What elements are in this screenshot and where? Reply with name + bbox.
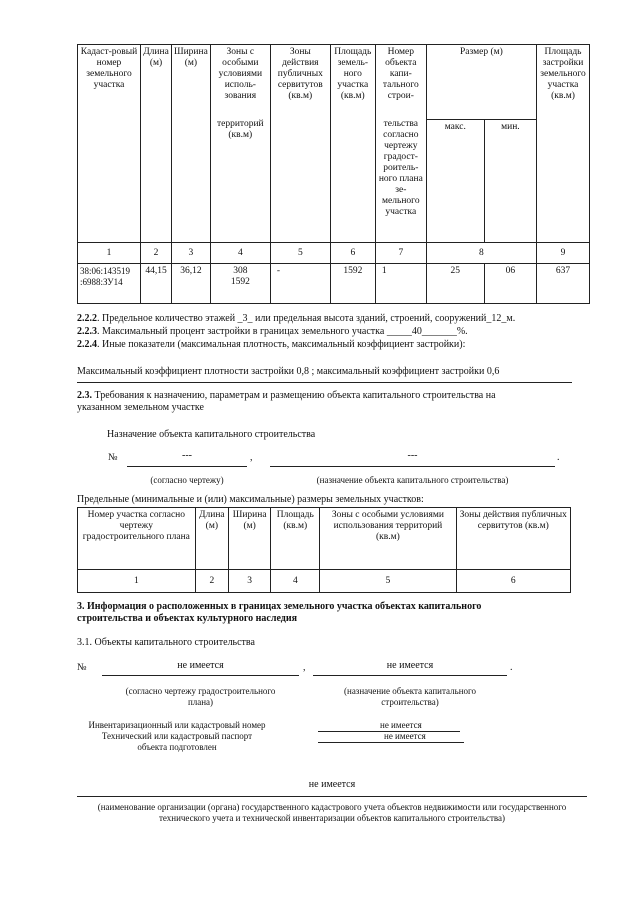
para-2-2-2 <box>77 313 515 325</box>
col-number: 6 <box>456 570 570 593</box>
underline <box>77 796 587 797</box>
inventory-value-1: не имеется <box>380 720 422 730</box>
section-3-1: 3.1. Объекты капитального строительства <box>77 637 255 648</box>
header-width: Ширина (м) <box>229 508 271 570</box>
cell-zones <box>210 264 270 304</box>
coefficients-line: Максимальный коэффициент плотности застройки 0,8 ; максимальный коэффициент застройки 0,6 <box>77 366 500 377</box>
divider <box>77 382 572 383</box>
col-number: 5 <box>320 570 456 593</box>
objects-caption-2a: (назначение объекта капитального <box>344 686 476 696</box>
cell-zones-a: 308 <box>233 266 248 276</box>
section-2-3-num: 2.3. <box>77 390 92 401</box>
col-number: 8 <box>426 243 536 264</box>
col-number: 4 <box>210 243 270 264</box>
header-zones-top: Зоны с особыми условиями исполь-зования <box>218 47 263 101</box>
col-number: 9 <box>537 243 590 264</box>
col-number: 7 <box>375 243 426 264</box>
objects-caption-2b: строительства) <box>381 697 439 707</box>
cell-length: 44,15 <box>141 264 172 304</box>
inventory-label-3: объекта подготовлен <box>137 742 217 752</box>
purpose-caption-1: (согласно чертежу) <box>150 475 224 485</box>
cell-max: 25 <box>426 264 484 304</box>
header-area: Площадь (кв.м) <box>271 508 320 570</box>
cell-area: 1592 <box>330 264 375 304</box>
para-2-2-2-num: 2.2.2 <box>77 313 97 324</box>
col-number: 6 <box>330 243 375 264</box>
header-size: Размер (м) <box>426 45 536 120</box>
objects-dot: . <box>510 662 513 673</box>
underline <box>318 742 464 743</box>
header-min: мин. <box>484 120 536 243</box>
objects-caption-1a: (согласно чертежу градостроительного <box>125 686 276 696</box>
header-zones-bottom: территорий (кв.м) <box>216 119 264 140</box>
header-servitude: Зоны действия публичных сервитутов (кв.м) <box>456 508 570 570</box>
header-max: макс. <box>426 120 484 243</box>
header-servitude: Зоны действия публичных сервитутов (кв.м) <box>270 45 330 243</box>
header-object <box>375 45 426 243</box>
section-2-3-line2: указанном земельном участке <box>77 402 204 413</box>
purpose-value-2: --- <box>407 450 418 461</box>
col-number: 2 <box>195 570 228 593</box>
header-plot-number: Номер участка согласно чертежу градостроительного плана <box>78 508 196 570</box>
para-2-2-4-num: 2.2.4 <box>77 339 97 350</box>
para-2-2-4 <box>77 339 465 351</box>
limits-table <box>77 507 571 593</box>
org-value: не имеется <box>308 779 356 790</box>
cell-zones-b: 1592 <box>230 277 250 287</box>
purpose-comma: , <box>250 452 253 463</box>
objects-number-sign: № <box>77 662 87 673</box>
inventory-label-1: Инвентаризационный или кадастровый номер <box>88 720 266 730</box>
header-area: Площадь земель-ного участка (кв.м) <box>330 45 375 243</box>
col-number: 3 <box>229 570 271 593</box>
para-2-2-3-text: . Максимальный процент застройки в границах земельного участка _____40_______%. <box>97 326 468 337</box>
underline <box>313 675 507 676</box>
cell-object: 1 <box>375 264 426 304</box>
header-cadastral: Кадаст-ровый номер земельного участка <box>78 45 141 243</box>
para-2-2-2-text: . Предельное количество этажей _3_ или предельная высота зданий, строений, сооружений_12_м. <box>97 313 516 324</box>
limits-title: Предельные (минимальные и (или) максимальные) размеры земельных участков: <box>77 494 424 505</box>
header-zones: Зоны с особыми условиями использования территорий (кв.м) <box>320 508 456 570</box>
org-caption-1: (наименование организации (органа) государственного кадастрового учета объектов недвижимости или государственного <box>97 802 567 812</box>
col-number: 1 <box>78 243 141 264</box>
section-2-3-line1: Требования к назначению, параметрам и размещению объекта капитального строительства на <box>92 390 496 401</box>
col-number: 2 <box>141 243 172 264</box>
cell-build-area: 637 <box>537 264 590 304</box>
org-caption-2: технического учета и технической инвентаризации объектов капитального строительства) <box>158 813 506 823</box>
section-2-3 <box>77 390 572 414</box>
purpose-title: Назначение объекта капитального строительства <box>107 429 316 440</box>
purpose-dot: . <box>557 452 560 463</box>
cell-width: 36,12 <box>172 264 211 304</box>
objects-value-1: не имеется <box>177 660 224 671</box>
purpose-number-sign: № <box>108 452 118 463</box>
header-object-top: Номер объекта капи-тального строи- <box>382 47 419 101</box>
objects-caption-1b: плана) <box>187 697 214 707</box>
table-row <box>78 264 590 304</box>
section-3-line2: строительства и объектах культурного наследия <box>77 613 298 624</box>
cell-min: 06 <box>484 264 536 304</box>
para-2-2-4-text: . Иные показатели (максимальная плотность, максимальный коэффициент застройки): <box>97 339 466 350</box>
inventory-value-2: не имеется <box>384 731 426 741</box>
cell-servitude: - <box>270 264 330 304</box>
header-object-bottom: тельства согласно чертежу градост-роитель-ного плана зе-мельного участка <box>378 119 423 217</box>
para-2-2-3 <box>77 326 468 338</box>
section-3-line1: 3. Информация о расположенных в границах земельного участка объектах капитального <box>77 601 482 612</box>
header-length: Длина (м) <box>141 45 172 243</box>
header-build-area: Площадь застройки земельного участка (кв.м) <box>537 45 590 243</box>
header-length: Длина (м) <box>195 508 228 570</box>
header-width: Ширина (м) <box>172 45 211 243</box>
para-2-2-3-num: 2.2.3 <box>77 326 97 337</box>
inventory-label-2: Технический или кадастровый паспорт <box>101 731 253 741</box>
col-number: 5 <box>270 243 330 264</box>
purpose-value-1: --- <box>182 450 192 461</box>
col-number: 1 <box>78 570 196 593</box>
parcel-table <box>77 44 590 304</box>
purpose-caption-2: (назначение объекта капитального строительства) <box>316 475 509 485</box>
col-number: 3 <box>172 243 211 264</box>
objects-value-2: не имеется <box>386 660 434 671</box>
header-zones <box>210 45 270 243</box>
objects-comma: , <box>303 662 306 673</box>
table-row <box>78 570 571 593</box>
underline <box>270 466 555 467</box>
table-row <box>78 243 590 264</box>
col-number: 4 <box>271 570 320 593</box>
cell-cadastral: 38:06:143519 :6988:ЗУ14 <box>78 264 141 304</box>
underline <box>102 675 299 676</box>
underline <box>127 466 247 467</box>
